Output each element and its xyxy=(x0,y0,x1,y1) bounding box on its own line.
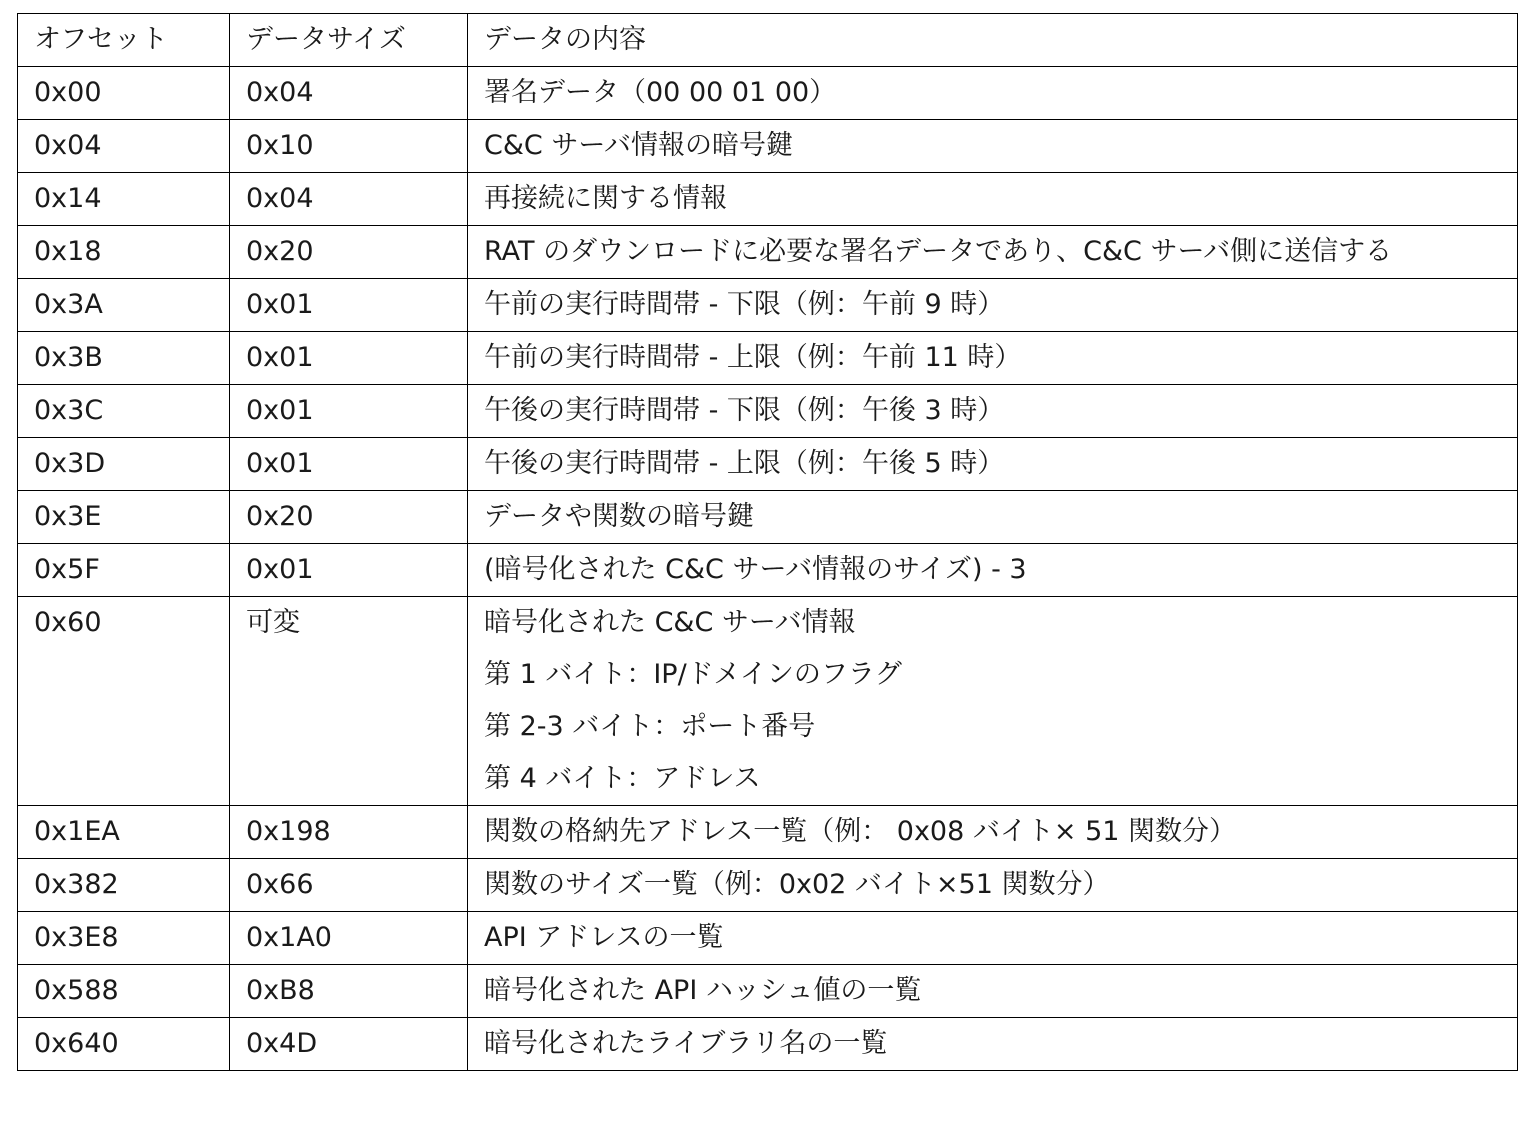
size-cell: 0x20 xyxy=(230,226,468,279)
header-content: データの内容 xyxy=(468,14,1518,67)
content-cell xyxy=(468,912,1518,965)
size-cell: 0x01 xyxy=(230,438,468,491)
offset-cell: 0x3E8 xyxy=(18,912,230,965)
table-row xyxy=(18,806,1518,859)
table-row xyxy=(18,385,1518,438)
content-cell xyxy=(468,491,1518,544)
content-cell xyxy=(468,1018,1518,1071)
content-cell xyxy=(468,544,1518,597)
size-cell: 0x20 xyxy=(230,491,468,544)
table-row xyxy=(18,859,1518,912)
table-row xyxy=(18,67,1518,120)
content-line: 午前の実行時間帯 - 下限（例：午前 9 時） xyxy=(484,289,1005,320)
size-cell: 0x04 xyxy=(230,173,468,226)
size-cell: 可変 xyxy=(230,597,468,806)
table-row xyxy=(18,438,1518,491)
table-row xyxy=(18,491,1518,544)
table-row xyxy=(18,912,1518,965)
offset-cell: 0x60 xyxy=(18,597,230,806)
content-line: 第 4 バイト：アドレス xyxy=(484,763,761,794)
header-offset: オフセット xyxy=(18,14,230,67)
size-cell: 0x01 xyxy=(230,385,468,438)
offset-cell: 0x3A xyxy=(18,279,230,332)
content-line: 第 1 バイト：IP/ドメインのフラグ xyxy=(484,659,902,690)
size-cell: 0x10 xyxy=(230,120,468,173)
offset-cell: 0x18 xyxy=(18,226,230,279)
content-line: RAT のダウンロードに必要な署名データであり、C&C サーバ側に送信する xyxy=(484,236,1393,267)
size-cell: 0x198 xyxy=(230,806,468,859)
table-row xyxy=(18,544,1518,597)
offset-cell: 0x14 xyxy=(18,173,230,226)
content-cell xyxy=(468,806,1518,859)
content-line: 第 2-3 バイト：ポート番号 xyxy=(484,711,816,742)
table-row xyxy=(18,226,1518,279)
content-line: 暗号化されたライブラリ名の一覧 xyxy=(484,1028,888,1059)
content-cell xyxy=(468,597,1518,806)
offset-cell: 0x3D xyxy=(18,438,230,491)
table-row xyxy=(18,1018,1518,1071)
size-cell: 0x01 xyxy=(230,279,468,332)
content-line: (暗号化された C&C サーバ情報のサイズ) - 3 xyxy=(484,554,1027,585)
table-row xyxy=(18,120,1518,173)
header-size: データサイズ xyxy=(230,14,468,67)
header-row xyxy=(18,14,1518,67)
size-cell: 0xB8 xyxy=(230,965,468,1018)
content-cell xyxy=(468,859,1518,912)
content-cell xyxy=(468,67,1518,120)
offset-cell: 0x3B xyxy=(18,332,230,385)
content-line: 午後の実行時間帯 - 下限（例：午後 3 時） xyxy=(484,395,1005,426)
table-row xyxy=(18,279,1518,332)
offset-cell: 0x1EA xyxy=(18,806,230,859)
content-line: 再接続に関する情報 xyxy=(484,183,727,214)
size-cell: 0x1A0 xyxy=(230,912,468,965)
content-cell xyxy=(468,173,1518,226)
table-row xyxy=(18,332,1518,385)
content-line: 関数の格納先アドレス一覧（例： 0x08 バイト× 51 関数分） xyxy=(484,816,1237,847)
content-line: 関数のサイズ一覧（例：0x02 バイト×51 関数分） xyxy=(484,869,1110,900)
content-cell xyxy=(468,385,1518,438)
content-line: 午後の実行時間帯 - 上限（例：午後 5 時） xyxy=(484,448,1005,479)
size-cell: 0x4D xyxy=(230,1018,468,1071)
offset-cell: 0x588 xyxy=(18,965,230,1018)
offset-cell: 0x3C xyxy=(18,385,230,438)
table-body xyxy=(18,67,1518,1071)
content-line: 署名データ（00 00 01 00） xyxy=(484,77,837,108)
size-cell: 0x01 xyxy=(230,544,468,597)
offset-cell: 0x3E xyxy=(18,491,230,544)
content-cell xyxy=(468,226,1518,279)
content-cell xyxy=(468,279,1518,332)
content-cell xyxy=(468,965,1518,1018)
content-cell xyxy=(468,120,1518,173)
content-cell xyxy=(468,332,1518,385)
table-row xyxy=(18,173,1518,226)
content-cell xyxy=(468,438,1518,491)
offset-cell: 0x640 xyxy=(18,1018,230,1071)
offset-cell: 0x5F xyxy=(18,544,230,597)
content-line: API アドレスの一覧 xyxy=(484,922,724,953)
offset-cell: 0x04 xyxy=(18,120,230,173)
table-row xyxy=(18,965,1518,1018)
content-line: 暗号化された C&C サーバ情報 xyxy=(484,607,856,638)
size-cell: 0x01 xyxy=(230,332,468,385)
table-row xyxy=(18,597,1518,806)
size-cell: 0x66 xyxy=(230,859,468,912)
offset-cell: 0x00 xyxy=(18,67,230,120)
offset-cell: 0x382 xyxy=(18,859,230,912)
offset-table xyxy=(17,13,1518,1071)
content-line: C&C サーバ情報の暗号鍵 xyxy=(484,130,793,161)
content-line: データや関数の暗号鍵 xyxy=(484,501,754,532)
content-line: 午前の実行時間帯 - 上限（例：午前 11 時） xyxy=(484,342,1022,373)
content-line: 暗号化された API ハッシュ値の一覧 xyxy=(484,975,922,1006)
size-cell: 0x04 xyxy=(230,67,468,120)
